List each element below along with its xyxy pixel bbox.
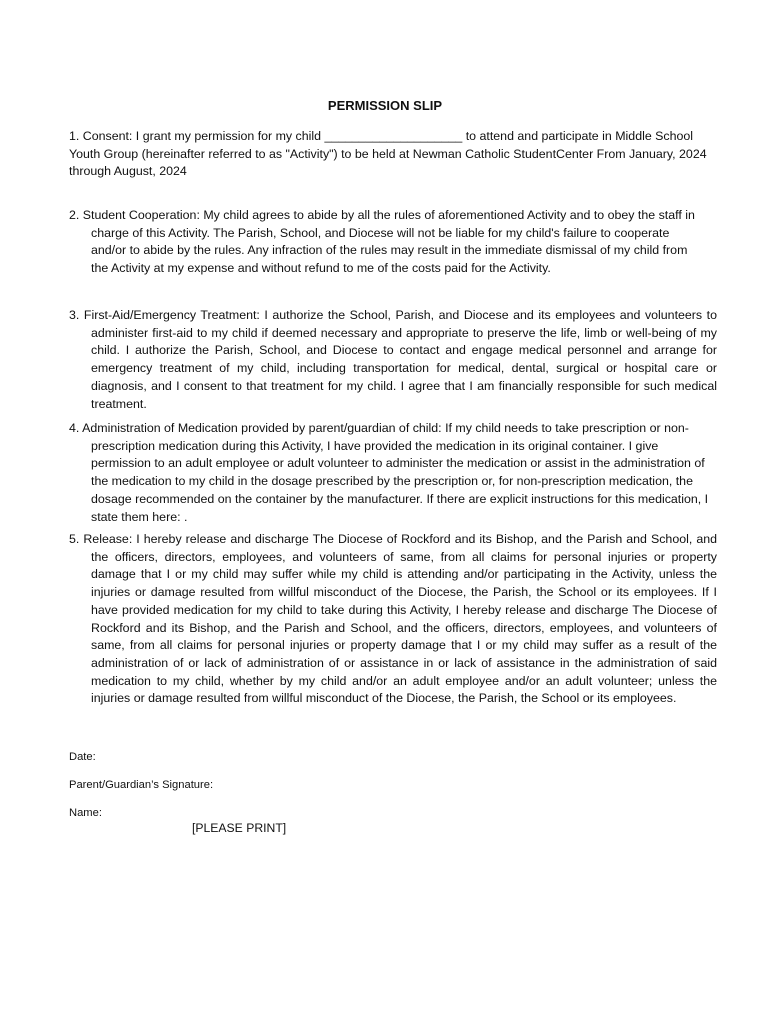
document-title: PERMISSION SLIP [327, 98, 443, 113]
medication-section: 4. Administration of Medication provided by parent/guardian of child: If my child needs to take prescription or non-prescription medication during this Activity, I have provided the medication in its original container. I give permission to an adult employee or adult volunteer to administer the medication or assist in the administration of the medication to my child in the dosage prescribed by the prescription or, for non-prescription medication, the dosage recommended on the container by the manufacturer. If there are explicit instructions for this medication, I state them here: . [69, 421, 709, 524]
name-field-label: Name: [69, 807, 102, 819]
release-section: 5. Release: I hereby release and discharge The Diocese of Rockford and its Bishop, and the Parish and School, and the officers, directors, employees, and volunteers of same, from all claims for personal injuries or property damage that I or my child may suffer while my child is attending and/or participating in the Activity, unless the injuries or damage resulted from willful misconduct of the Diocese, the Parish, the School or its employees. If I have provided medication for my child to take during this Activity, I hereby release and discharge The Diocese of Rockford and its Bishop, and the Parish and School, and the officers, directors, employees, and volunteers of same, from all claims for personal injuries or property damage that I or my child may suffer as a result of the administration of or lack of administration of or assistance in or lack of assistance in the administration of said medication to my child, whether by my child and/or an adult employee and/or an adult volunteer; unless the injuries or damage resulted from willful misconduct of the Diocese, the Parish, the School or its employees. [69, 532, 717, 706]
signature-field-label: Parent/Guardian’s Signature: [69, 779, 214, 791]
student-cooperation-section: 2. Student Cooperation: My child agrees to abide by all the rules of aforementioned Activity and to obey the staff in charge of this Activity. The Parish, School, and Diocese will not be liable for my child's failure to cooperate and/or to abide by the rules. Any infraction of the rules may result in the immediate dismissal of my child from the Activity at my expense and without refund to me of the costs paid for the Activity. [69, 208, 695, 276]
consent-section: 1. Consent: I grant my permission for my child ____________________ to attend and participate in Middle School Youth Group (hereinafter referred to as "Activity") to be held at Newman Catholic StudentCenter From January, 2024 through August, 2024 [69, 129, 707, 179]
date-field-label: Date: [69, 751, 96, 763]
please-print-note: [PLEASE PRINT] [192, 821, 287, 835]
first-aid-section: 3. First-Aid/Emergency Treatment: I authorize the School, Parish, and Diocese and its employees and volunteers to administer first-aid to my child if deemed necessary and appropriate to preserve the life, limb or well-being of my child. I authorize the Parish, School, and Diocese to contact and engage medical personnel and arrange for emergency treatment of my child, including transportation for medical, dental, surgical or hospital care or diagnosis, and I consent to that treatment for my child. I agree that I am financially responsible for such medical treatment. [69, 308, 717, 411]
